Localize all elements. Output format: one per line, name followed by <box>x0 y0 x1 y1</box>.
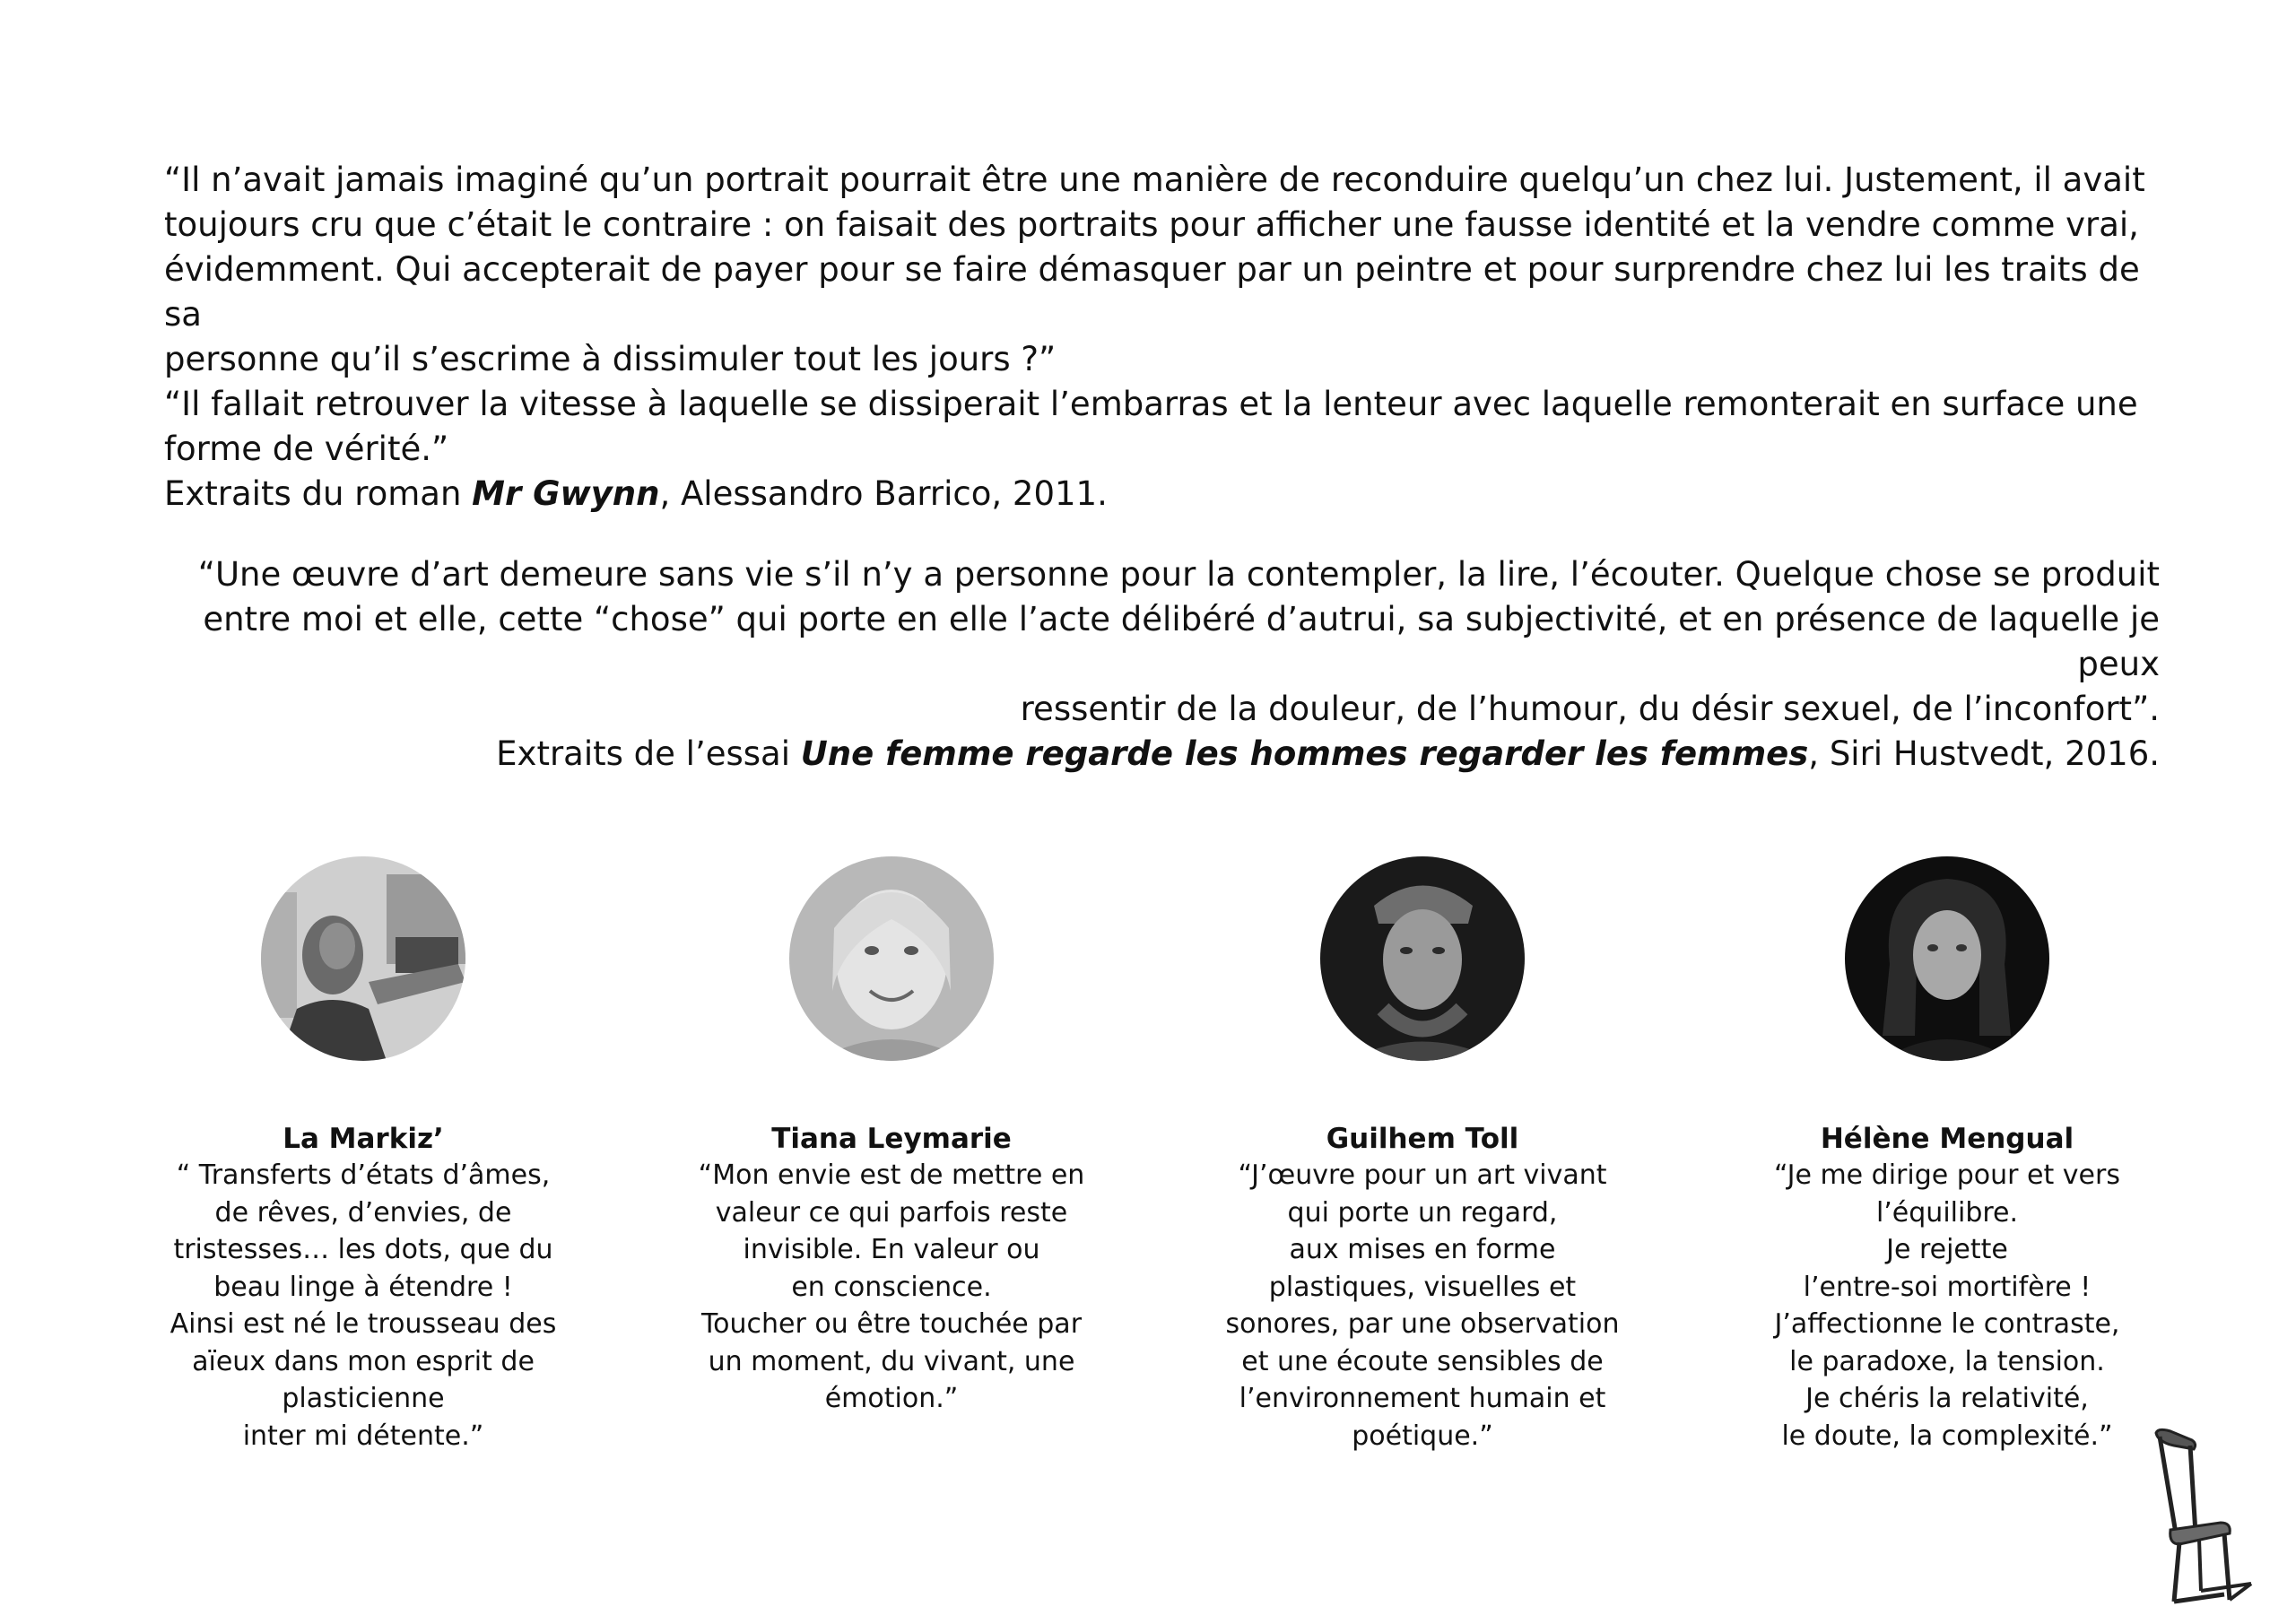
artist-name: Tiana Leymarie <box>771 1123 1012 1155</box>
artist-quote-line: l’entre-soi mortifère ! <box>1803 1271 2092 1303</box>
quote-line: forme de vérité.” <box>164 430 449 468</box>
avatar <box>261 856 465 1061</box>
quote-line: toujours cru que c’était le contraire : on faisait des portraits pour afficher une fausse identité et la vendre comme vrai, <box>164 205 2139 244</box>
portrait-photo <box>261 856 465 1061</box>
artist-quote-line: Je rejette <box>1886 1234 2008 1265</box>
portrait-photo <box>1845 856 2049 1061</box>
quote-source <box>164 732 2160 777</box>
source-suffix: , Alessandro Barrico, 2011. <box>659 474 1108 513</box>
artist-quote-line: le doute, la complexité.” <box>1781 1420 2113 1452</box>
artist-quote-line: aux mises en forme <box>1289 1234 1556 1265</box>
avatar <box>1320 856 1525 1061</box>
source-prefix: Extraits du roman <box>164 474 473 513</box>
artist-card <box>658 856 1125 1418</box>
quote-line: entre moi et elle, cette “chose” qui porte en elle l’acte délibéré d’autrui, sa subjectivité, et en présence de laquelle je peux <box>203 600 2160 683</box>
avatar <box>789 856 994 1061</box>
artist-quote-line: sonores, par une observation <box>1225 1308 1620 1340</box>
artist-quote-line: Je chéris la relativité, <box>1805 1383 2089 1414</box>
artist-quote-line: Toucher ou être touchée par <box>700 1308 1083 1340</box>
artist-quote-line: “ Transferts d’états d’âmes, <box>176 1159 551 1191</box>
quote-barrico <box>164 158 2173 517</box>
quote-line: personne qu’il s’escrime à dissimuler tout les jours ?” <box>164 340 1057 378</box>
artist-quote-line: un moment, du vivant, une <box>708 1345 1075 1377</box>
quote-line: “Il n’avait jamais imaginé qu’un portrait pourrait être une manière de reconduire quelqu’un chez lui. Justement, il avait <box>164 161 2145 199</box>
artist-quote-line: aïeux dans mon esprit de <box>192 1345 535 1377</box>
artist-quote-line: invisible. En valeur ou <box>743 1234 1040 1265</box>
avatar <box>1845 856 2049 1061</box>
artist-quote-line: émotion.” <box>824 1383 959 1414</box>
artist-name: La Markiz’ <box>283 1123 444 1155</box>
source-title: Mr Gwynn <box>472 474 660 513</box>
source-prefix: Extraits de l’essai <box>496 734 801 773</box>
artist-quote-line: valeur ce qui parfois reste <box>715 1196 1068 1229</box>
chair-icon <box>2144 1426 2260 1614</box>
artist-card <box>1714 856 2180 1455</box>
quote-source <box>164 472 2173 517</box>
artist-quote-line: “J’œuvre pour un art vivant <box>1238 1159 1607 1191</box>
artist-quote-line: l’environnement humain et <box>1239 1383 1606 1414</box>
artist-quote-line: de rêves, d’envies, de <box>214 1196 512 1229</box>
source-title: Une femme regarde les hommes regarder les femmes <box>800 734 1809 773</box>
portrait-photo <box>789 856 994 1061</box>
artist-card <box>1189 856 1656 1455</box>
artist-quote-line: qui porte un regard, <box>1287 1196 1558 1229</box>
artist-quote-line: J’affectionne le contraste, <box>1774 1308 2120 1340</box>
quote-hustvedt <box>164 552 2160 777</box>
artist-quote-line: inter mi détente.” <box>242 1420 484 1452</box>
artist-quote-line: plastiques, visuelles et <box>1268 1271 1577 1303</box>
artist-quote-line: et une écoute sensibles de <box>1241 1345 1604 1377</box>
artist-name: Guilhem Toll <box>1326 1123 1519 1155</box>
artist-quote-line: poétique.” <box>1352 1420 1493 1452</box>
artist-card <box>130 856 596 1455</box>
artist-quote-line: tristesses… les dots, que du <box>173 1234 553 1265</box>
quote-line: “Il fallait retrouver la vitesse à laquelle se dissiperait l’embarras et la lenteur avec laquelle remonterait en surface une <box>164 385 2138 423</box>
source-suffix: , Siri Hustvedt, 2016. <box>1808 734 2160 773</box>
artist-quote-line: en conscience. <box>791 1271 992 1303</box>
quote-line: évidemment. Qui accepterait de payer pour se faire démasquer par un peintre et pour surprendre chez lui les traits de sa <box>164 250 2140 334</box>
portrait-photo <box>1320 856 1525 1061</box>
artist-quote-line: “Je me dirige pour et vers <box>1774 1159 2120 1191</box>
artist-name: Hélène Mengual <box>1820 1123 2074 1155</box>
artist-quote-line: l’équilibre. <box>1875 1196 2019 1229</box>
artist-quote-line: “Mon envie est de mettre en <box>698 1159 1085 1191</box>
quote-line: ressentir de la douleur, de l’humour, du désir sexuel, de l’inconfort”. <box>1020 690 2160 728</box>
artist-quote-line: Ainsi est né le trousseau des <box>170 1308 557 1340</box>
artist-quote-line: plasticienne <box>282 1383 445 1414</box>
artist-quote-line: le paradoxe, la tension. <box>1789 1345 2105 1377</box>
artist-quote-line: beau linge à étendre ! <box>213 1271 513 1303</box>
quote-line: “Une œuvre d’art demeure sans vie s’il n’y a personne pour la contempler, la lire, l’écouter. Quelque chose se produit <box>197 555 2160 594</box>
